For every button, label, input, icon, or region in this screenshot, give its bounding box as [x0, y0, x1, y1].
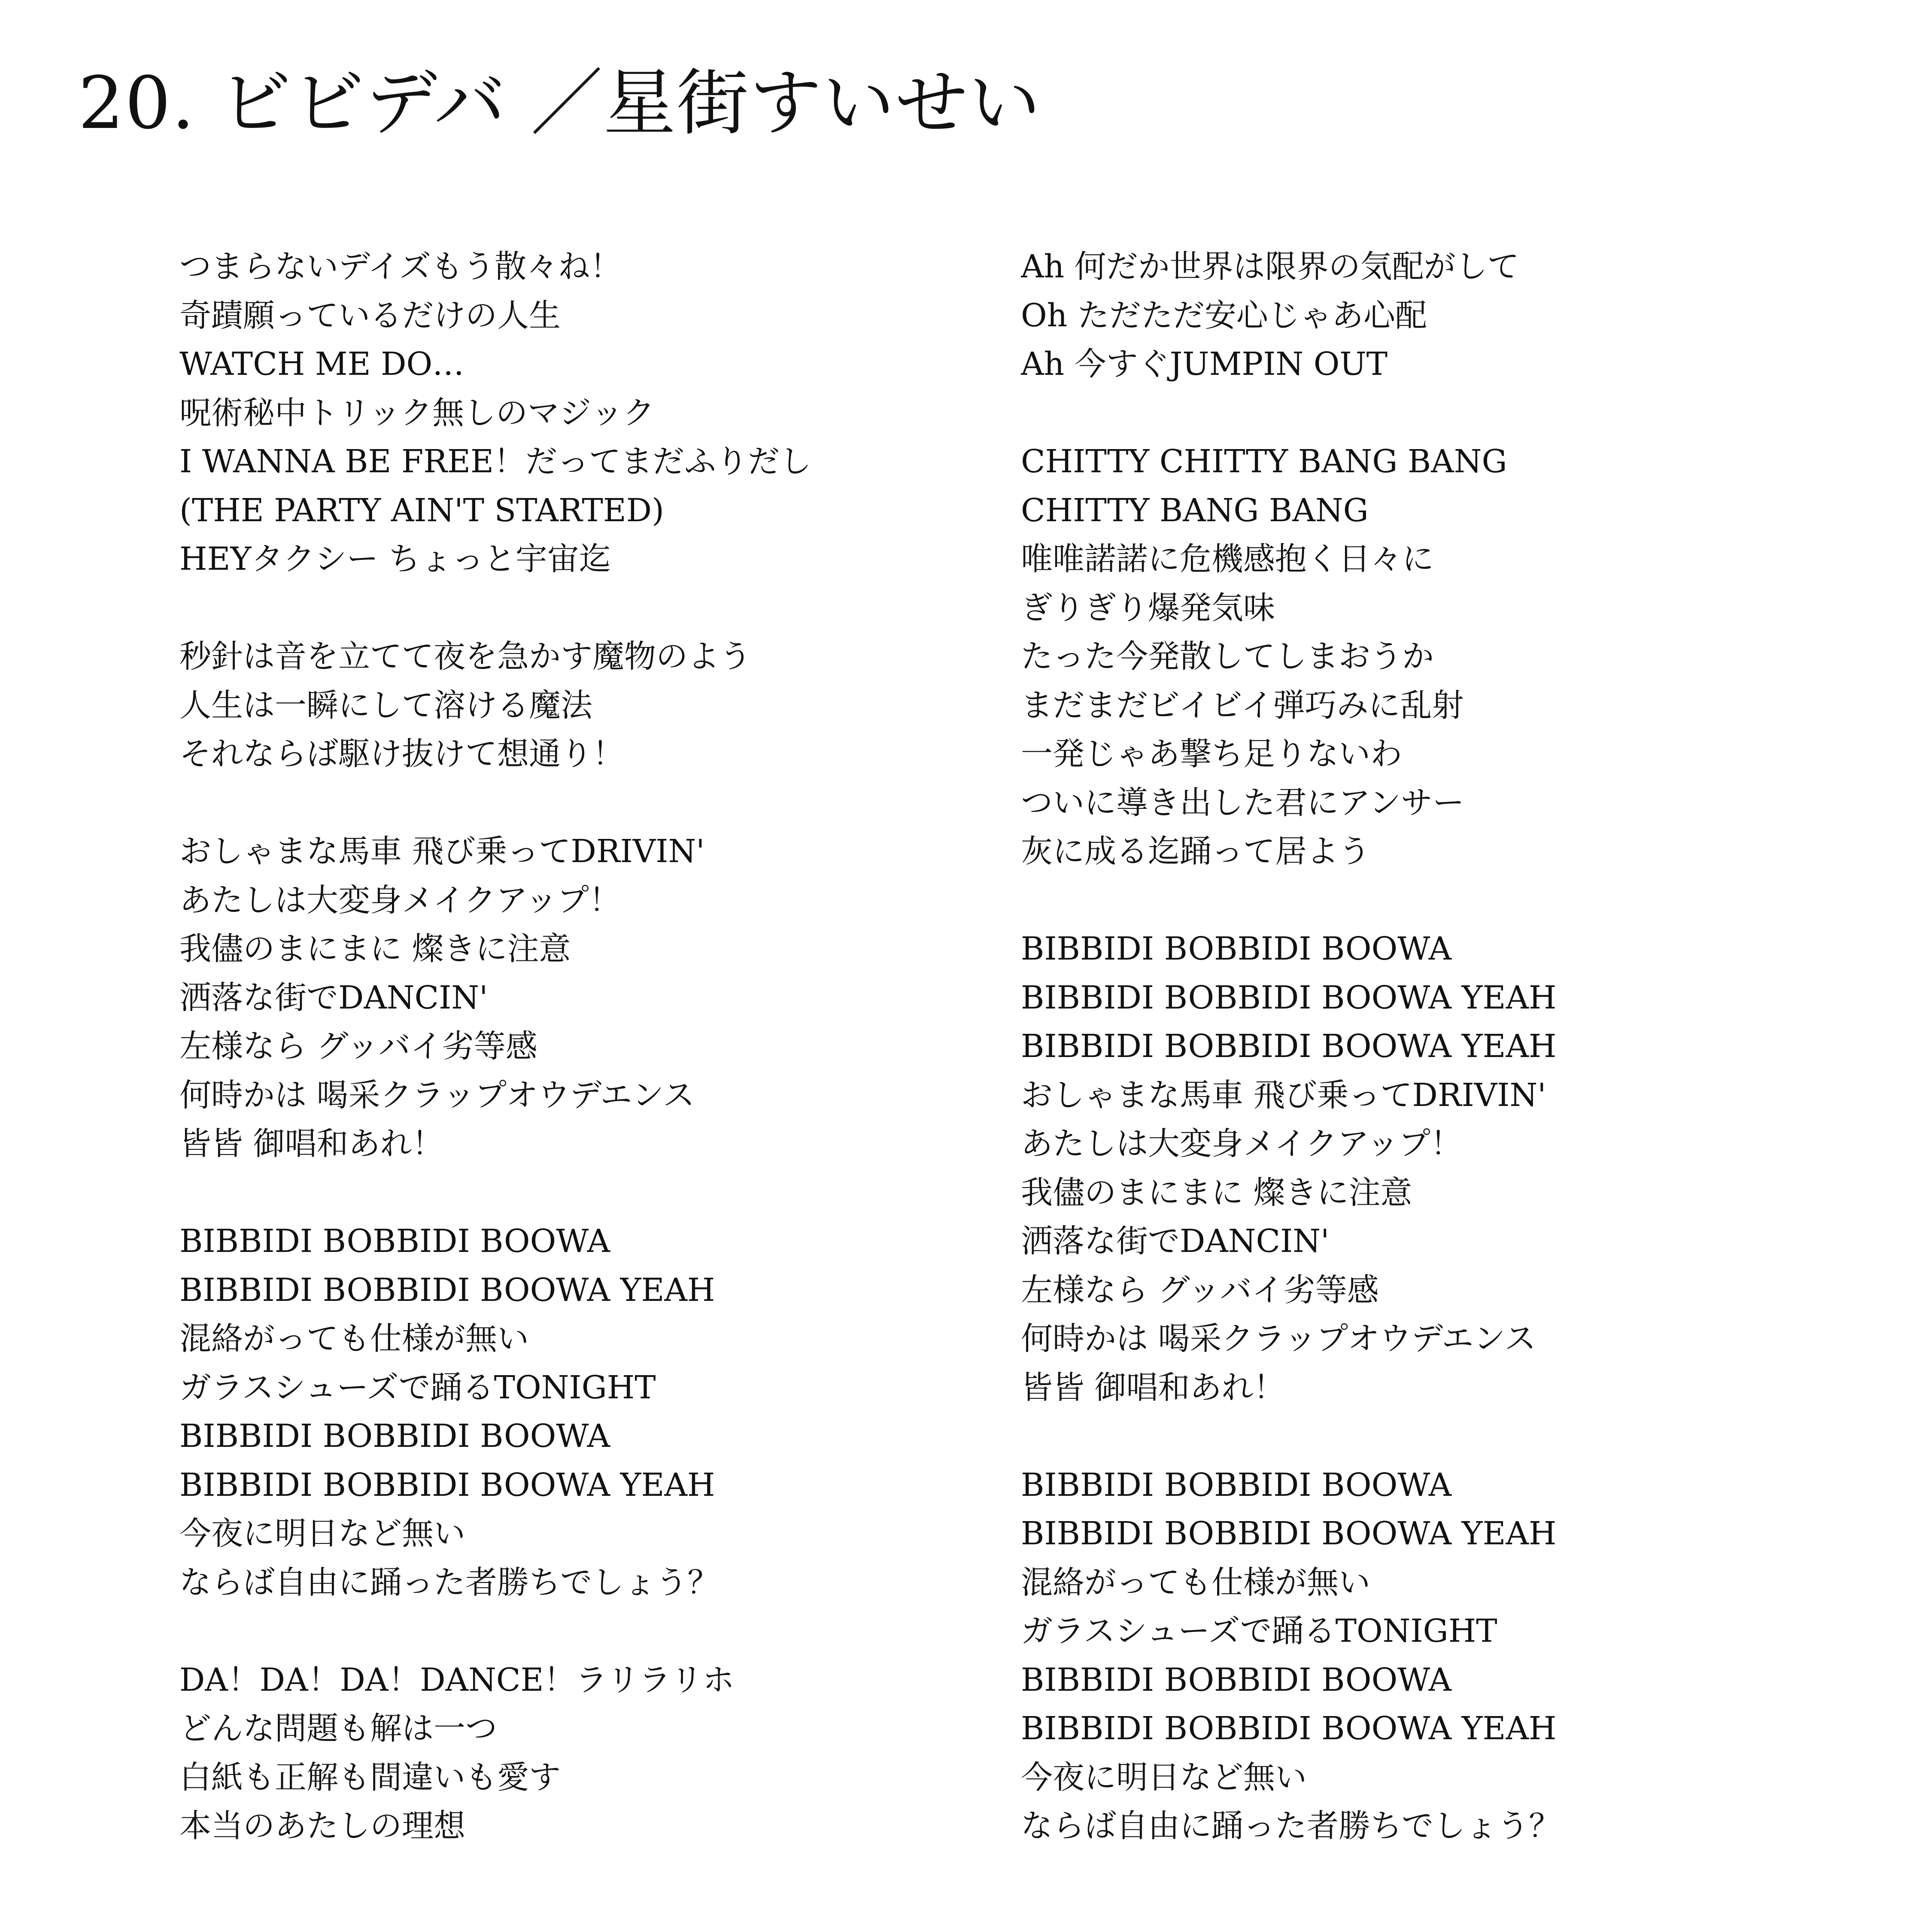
lyric-line: 人生は一瞬にして溶ける魔法	[179, 687, 592, 724]
lyrics-column-right	[1021, 243, 1837, 1851]
lyric-line: WATCH ME DO…	[179, 346, 465, 383]
lyric-line: 一発じゃあ撃ち足りないわ	[1021, 735, 1402, 772]
lyric-line: BIBBIDI BOBBIDI BOOWA	[179, 1223, 610, 1260]
lyric-line: 今夜に明日など無い	[1021, 1759, 1307, 1796]
lyric-line: BIBBIDI BOBBIDI BOOWA	[179, 1418, 610, 1455]
lyric-line: 我儘のまにまに 燦きに注意	[179, 930, 571, 967]
lyric-line: BIBBIDI BOBBIDI BOOWA YEAH	[1021, 1710, 1557, 1747]
lyric-line: 左様なら グッバイ劣等感	[1021, 1271, 1379, 1309]
lyric-line: ガラスシューズで踊るTONIGHT	[1021, 1613, 1497, 1649]
lyric-line: (THE PARTY AIN'T STARTED)	[179, 492, 664, 529]
lyric-line: CHITTY BANG BANG	[1021, 492, 1369, 529]
lyric-line: どんな問題も解は一つ	[179, 1710, 497, 1747]
lyric-line: BIBBIDI BOBBIDI BOOWA YEAH	[179, 1271, 715, 1309]
lyric-line: 灰に成る迄踊って居よう	[1021, 833, 1370, 870]
lyric-line: 洒落な街でDANCIN'	[1021, 1223, 1330, 1260]
lyric-line: 本当のあたしの理想	[179, 1807, 465, 1844]
lyric-line: 皆皆 御唱和あれ！	[1021, 1369, 1285, 1406]
lyric-line: それならば駆け抜けて想通り！	[179, 735, 624, 772]
lyric-line: Ah 何だか世界は限界の気配がして	[1021, 248, 1519, 285]
stanza-break	[179, 1607, 995, 1656]
lyric-line: 左様なら グッバイ劣等感	[179, 1028, 537, 1065]
lyric-line: まだまだビイビイ弾巧みに乱射	[1021, 687, 1464, 724]
lyric-line: 何時かは 喝采クラップオウデエンス	[1021, 1320, 1536, 1357]
lyric-line: I WANNA BE FREE！だってまだふりだし	[179, 443, 812, 480]
lyric-line: 混絡がっても仕様が無い	[1021, 1564, 1370, 1601]
lyric-line: あたしは大変身メイクアップ！	[179, 881, 621, 919]
lyric-line: BIBBIDI BOBBIDI BOOWA	[1021, 930, 1452, 967]
lyric-line: 混絡がっても仕様が無い	[179, 1320, 529, 1357]
lyric-line: たった今発散してしまおうか	[1021, 638, 1434, 675]
lyric-line: つまらないデイズもう散々ね！	[179, 248, 622, 285]
stanza-break	[179, 584, 995, 633]
lyric-line: HEYタクシー ちょっと宇宙迄	[179, 541, 611, 577]
lyric-line: 奇蹟願っているだけの人生	[179, 297, 561, 334]
stanza-break	[179, 1169, 995, 1218]
lyric-line: BIBBIDI BOBBIDI BOOWA	[1021, 1466, 1452, 1504]
lyric-line: BIBBIDI BOBBIDI BOOWA YEAH	[179, 1466, 715, 1504]
lyric-line: BIBBIDI BOBBIDI BOOWA YEAH	[1021, 1515, 1557, 1552]
lyric-line: 秒針は音を立てて夜を急かす魔物のよう	[179, 638, 751, 675]
lyric-line: 皆皆 御唱和あれ！	[179, 1125, 444, 1162]
stanza-break	[1021, 1412, 1837, 1461]
lyric-line: 唯唯諾諾に危機感抱く日々に	[1021, 541, 1434, 577]
lyric-line: CHITTY CHITTY BANG BANG	[1021, 443, 1507, 480]
stanza-break	[1021, 876, 1837, 925]
lyric-line: DA！DA！DA！DANCE！ラリラリホ	[179, 1661, 735, 1698]
lyric-line: 今夜に明日など無い	[179, 1515, 465, 1552]
lyric-line: ならば自由に踊った者勝ちでしょう？	[1021, 1807, 1561, 1844]
lyric-line: ならば自由に踊った者勝ちでしょう？	[179, 1564, 720, 1601]
lyric-line: ついに導き出した君にアンサー	[1021, 784, 1465, 821]
lyric-line: 何時かは 喝采クラップオウデエンス	[179, 1076, 695, 1114]
lyric-line: Ah 今すぐJUMPIN OUT	[1021, 346, 1388, 383]
lyric-line: おしゃまな馬車 飛び乗ってDRIVIN'	[1021, 1076, 1546, 1114]
lyric-line: 白紙も正解も間違いも愛す	[179, 1759, 561, 1796]
lyric-line: 呪術秘中トリック無しのマジック	[179, 394, 655, 431]
lyric-line: あたしは大変身メイクアップ！	[1021, 1125, 1462, 1162]
page-title: 20. ビビデバ ／星街すいせい	[78, 61, 1041, 145]
lyric-line: 我儘のまにまに 燦きに注意	[1021, 1174, 1412, 1211]
lyric-line: Oh ただただ安心じゃあ心配	[1021, 297, 1427, 334]
lyric-line: BIBBIDI BOBBIDI BOOWA	[1021, 1661, 1452, 1698]
stanza-break	[1021, 389, 1837, 438]
lyrics-column-left	[179, 243, 995, 1851]
lyric-line: BIBBIDI BOBBIDI BOOWA YEAH	[1021, 979, 1557, 1016]
stanza-break	[179, 779, 995, 828]
lyric-line: おしゃまな馬車 飛び乗ってDRIVIN'	[179, 833, 705, 870]
lyric-line: ガラスシューズで踊るTONIGHT	[179, 1369, 656, 1406]
lyric-line: ぎりぎり爆発気味	[1021, 589, 1275, 626]
lyric-line: BIBBIDI BOBBIDI BOOWA YEAH	[1021, 1028, 1557, 1065]
lyric-line: 洒落な街でDANCIN'	[179, 979, 488, 1016]
